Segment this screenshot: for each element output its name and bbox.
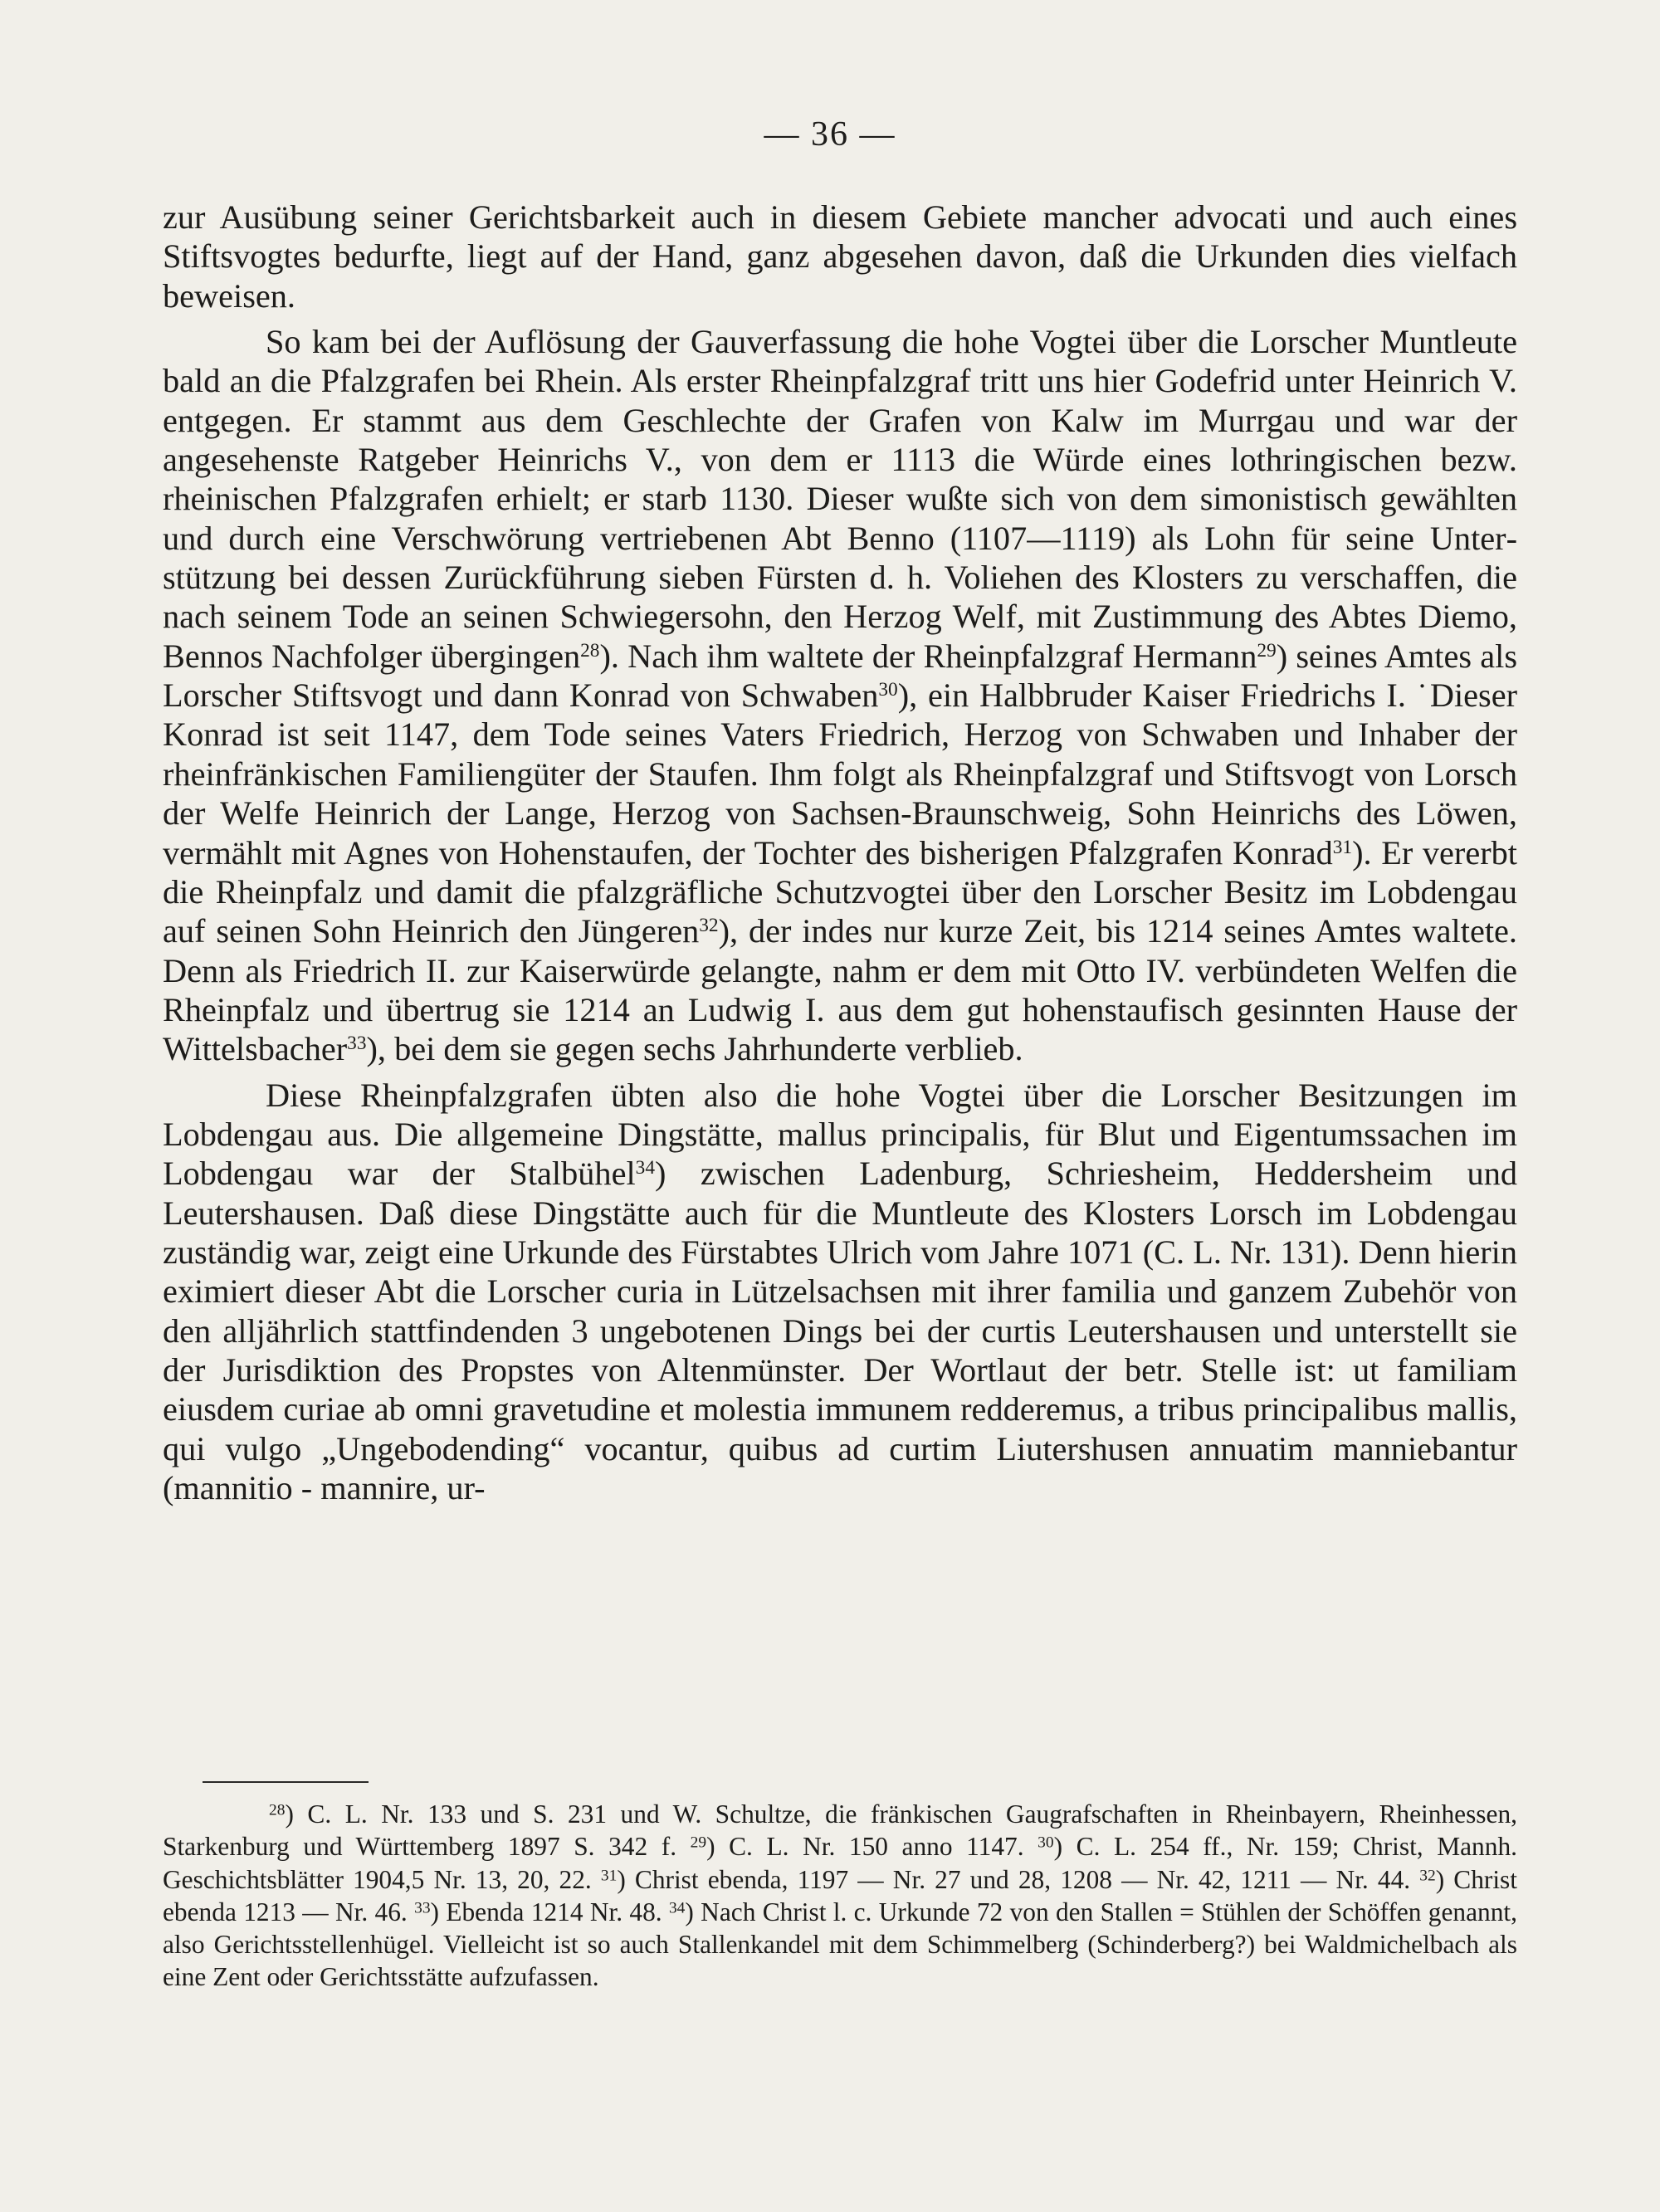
- footnote-number-30: 30: [1038, 1834, 1054, 1852]
- footnote-block: [163, 1798, 1517, 1994]
- footnote-ref-29[interactable]: 29: [1257, 639, 1277, 662]
- text-segment: ). Er vererbt die Rheinpfalz und damit die pfalzgräfliche Schutzvogtei über den Lorscher Besitz im Lobdengau auf seinen Sohn Heinrich den Jüngeren: [163, 833, 1517, 950]
- footnote-number-34: 34: [668, 1899, 686, 1917]
- text-segment: ), bei dem sie gegen sechs Jahrhunderte verblieb.: [366, 1030, 1023, 1068]
- footnote-ref-30[interactable]: 30: [878, 679, 898, 701]
- paragraph-3: [163, 1076, 1517, 1508]
- text-segment: ), der indes nur kurze Zeit, bis 1214 seines Amtes waltete. Denn als Friedrich II. zur Kaiserwürde gelangte, nahm er dem mit Otto IV. verbündeten Welfen die Rheinpfalz und übertrug sie 1214 an Ludwig I. aus dem gut hohenstaufisch gesinnten Hause der Wittelsbacher: [163, 912, 1517, 1068]
- footnote-text-28: ) C. L. Nr. 133 und S. 231 und W. Schultze, die fränkischen Gaugrafschaften in Rheinbayern, Rheinhessen, Starkenburg und Württemberg 1897 S. 342 f.: [163, 1799, 1517, 1862]
- main-text: [163, 198, 1517, 1507]
- text-segment: So kam bei der Auflösung der Gauverfassung die hohe Vogtei über die Lorscher Muntleute bald an die Pfalzgrafen bei Rhein. Als erster Rheinpfalzgraf tritt uns hier Godefrid unter Heinrich V. entgegen. Er stammt aus dem Geschlechte der Grafen von Kalw im Murrgau und war der angesehenste Ratgeber Heinrichs V., von dem er 1113 die Würde eines lothringischen bezw. rheinischen Pfalzgrafen erhielt; er starb 1130. Dieser wußte sich von dem simonistisch gewählten und durch eine Verschwörung vertriebenen Abt Benno (1107—1119) als Lohn für seine Unterstützung bei dessen Zurückführung sieben Fürsten d. h. Voliehen des Klosters zu verschaffen, die nach seinem Tode an seinen Schwiegersohn, den Herzog Welf, mit Zustimmung des Abtes Diemo, Bennos Nachfolger übergingen: [163, 323, 1517, 675]
- footnote-text-29: ) C. L. Nr. 150 anno 1147.: [706, 1832, 1038, 1862]
- paragraph-1: [163, 198, 1517, 315]
- footnote-text-31: ) Christ ebenda, 1197 — Nr. 27 und 28, 1208 — Nr. 42, 1211 — Nr. 44.: [617, 1864, 1420, 1894]
- footnote-number-28: 28: [269, 1801, 286, 1819]
- footnote-text-34: ) Nach Christ l. c. Urkunde 72 von den Stallen = Stühlen der Schöffen genannt, also Gerichtsstellenhügel. Vielleicht ist so auch Stallenkandel mit dem Schimmelberg (Schinderberg?) bei Waldmichelbach als eine Zent oder Gerichtsstätte aufzufassen.: [163, 1897, 1517, 1992]
- footnote-text-33: ) Ebenda 1214 Nr. 48.: [430, 1897, 669, 1926]
- footnote-number-33: 33: [414, 1899, 431, 1917]
- footnote-ref-31[interactable]: 31: [1332, 836, 1353, 858]
- text-segment: zur Ausübung seiner Gerichtsbarkeit auch in diesem Gebiete mancher advocati und auch eines Stiftsvogtes bedurfte, liegt auf der Hand, ganz abgesehen davon, daß die Urkunden dies vielfach beweisen.: [163, 198, 1517, 315]
- text-segment: Diese Rheinpfalzgrafen übten also die hohe Vogtei über die Lorscher Besitzungen im Lobdengau aus. Die allgemeine Dingstätte, mallus principalis, für Blut und Eigentumssachen im Lobdengau war der Stalbühel: [163, 1076, 1517, 1193]
- text-segment: ), ein Halbbruder Kaiser Friedrichs I. ˙Dieser Konrad ist seit 1147, dem Tode seines Vaters Friedrich, Herzog von Schwaben und Inhaber der rheinfränkischen Familiengüter der Staufen. Ihm folgt als Rheinpfalzgraf und Stiftsvogt von Lorsch der Welfe Heinrich der Lange, Herzog von Sachsen-Braunschweig, Sohn Heinrichs des Löwen, vermählt mit Agnes von Hohenstaufen, der Tochter des bisherigen Pfalzgrafen Konrad: [163, 676, 1518, 872]
- footnote-number-31: 31: [600, 1866, 618, 1884]
- text-segment: ) zwischen Ladenburg, Schriesheim, Heddersheim und Leutershausen. Daß diese Dingstätte auch für die Muntleute des Klosters Lorsch im Lobdengau zuständig war, zeigt eine Urkunde des Fürstabtes Ulrich vom Jahre 1071 (C. L. Nr. 131). Denn hierin eximiert dieser Abt die Lorscher curia in Lützelsachsen mit ihrer familia und ganzem Zubehör von den alljährlich stattfindenden 3 ungebotenen Dings bei der curtis Leutershausen und unterstellt sie der Jurisdiktion des Propstes von Altenmünster. Der Wortlaut der betr. Stelle ist: ut familiam eiusdem curiae ab omni gravetudine et molestia immunem redderemus, a tribus principalibus mallis, qui vulgo „Ungebodending“ vocantur, quibus ad curtim Liutershusen annuatim manniebantur (mannitio - mannire, ur-: [163, 1155, 1517, 1506]
- text-segment: ) seines Amtes als Lorscher Stiftsvogt und dann Konrad von Schwaben: [163, 637, 1518, 715]
- page-number: — 36 —: [764, 115, 896, 154]
- footnote-ref-32[interactable]: 32: [699, 915, 719, 937]
- footnote-divider: [203, 1781, 369, 1783]
- footnote-ref-28[interactable]: 28: [580, 639, 600, 662]
- footnote-number-32: 32: [1419, 1866, 1436, 1884]
- footnote-number-29: 29: [690, 1834, 707, 1852]
- paragraph-2: [163, 322, 1517, 1069]
- footnote-text-32: ) Christ ebenda 1213 — Nr. 46.: [163, 1864, 1517, 1926]
- footnote-ref-34[interactable]: 34: [635, 1157, 656, 1179]
- footnote-ref-33[interactable]: 33: [347, 1033, 367, 1055]
- footnote-text-30: ) C. L. 254 ff., Nr. 159; Christ, Mannh. Geschichtsblätter 1904,5 Nr. 13, 20, 22.: [163, 1832, 1517, 1894]
- footnotes: [163, 1798, 1517, 1994]
- text-segment: ). Nach ihm waltete der Rheinpfalzgraf Hermann: [599, 637, 1257, 675]
